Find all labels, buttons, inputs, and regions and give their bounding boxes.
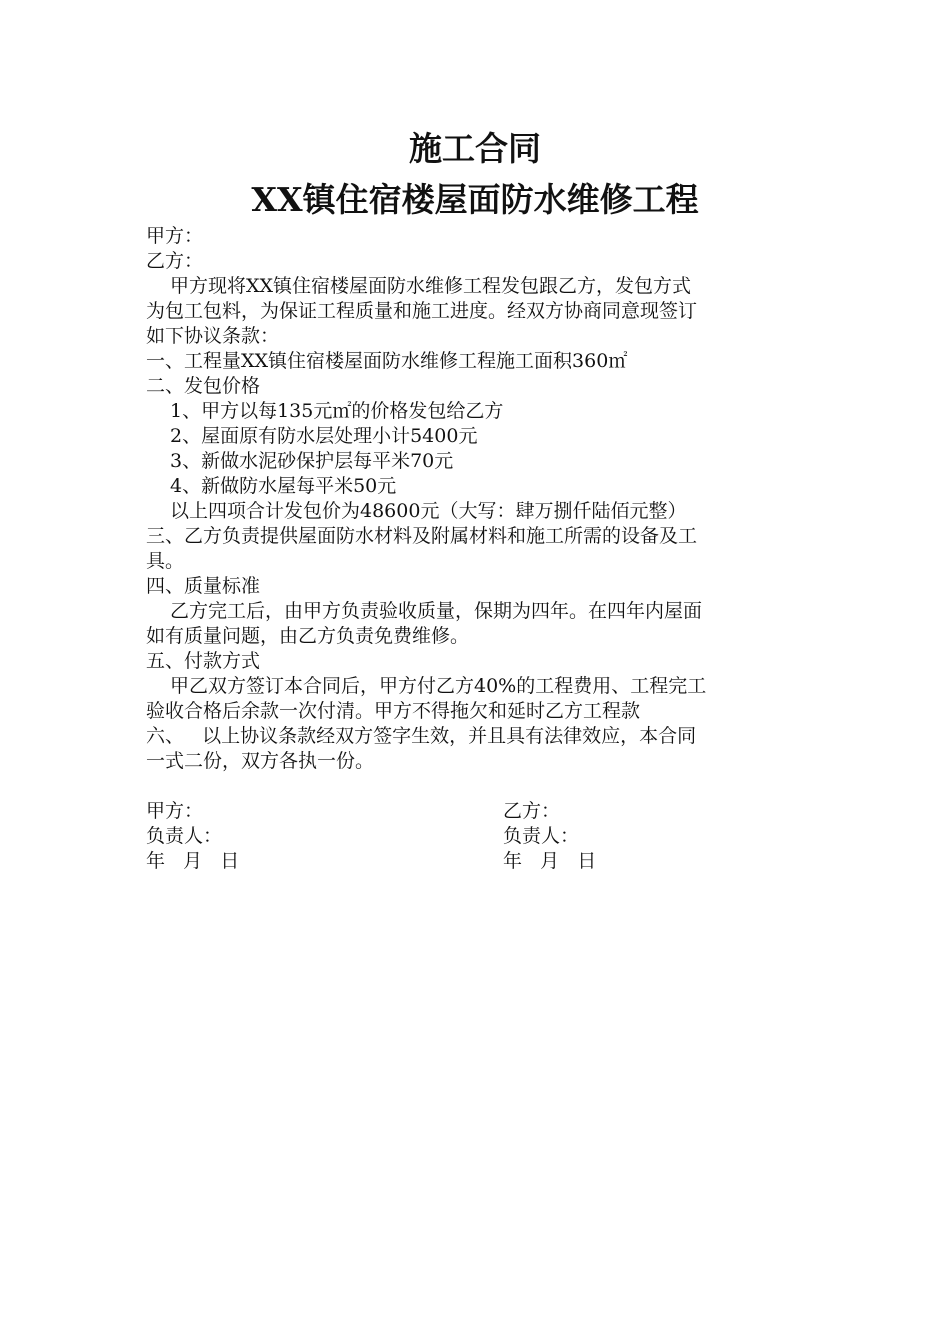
signature-row-date <box>146 849 808 874</box>
party-a-line: 甲方： <box>146 225 204 247</box>
price-item: 2、屋面原有防水层处理小计5400元 <box>170 425 478 447</box>
signature-person-a: 负责人： <box>146 825 223 847</box>
document-subtitle: XX镇住宿楼屋面防水维修工程 <box>251 180 699 219</box>
signature-row-party <box>146 799 808 824</box>
party-b-line: 乙方： <box>146 250 204 272</box>
signature-date-b: 年 月 日 <box>503 850 597 872</box>
clause-3-line-1: 三、乙方负责提供屋面防水材料及附属材料和施工所需的设备及工 <box>146 525 698 547</box>
price-item: 3、新做水泥砂保护层每平米70元 <box>170 450 454 472</box>
clause-6-line-1: 六、 以上协议条款经双方签字生效，并且具有法律效应，本合同 <box>146 725 697 747</box>
price-item: 1、甲方以每135元㎡的价格发包给乙方 <box>170 400 504 422</box>
document-title: 施工合同 <box>409 129 541 168</box>
intro-line-3: 如下协议条款： <box>146 325 280 347</box>
clause-2-heading: 二、发包价格 <box>146 375 261 397</box>
payment-line-2: 验收合格后余款一次付清。甲方不得拖欠和延时乙方工程款 <box>146 700 641 722</box>
intro-line-2: 为包工包料，为保证工程质量和施工进度。经双方协商同意现签订 <box>146 300 698 322</box>
clause-1: 一、工程量XX镇住宿楼屋面防水维修工程施工面积360㎡ <box>146 350 628 372</box>
intro-line-1: 甲方现将XX镇住宿楼屋面防水维修工程发包跟乙方，发包方式 <box>170 275 692 297</box>
quality-line-1: 乙方完工后，由甲方负责验收质量，保期为四年。在四年内屋面 <box>170 600 703 622</box>
signature-row-person <box>146 824 808 849</box>
signature-party-b: 乙方： <box>503 800 561 822</box>
signature-date-a: 年 月 日 <box>146 850 240 872</box>
spacer <box>146 774 808 799</box>
signature-party-a: 甲方： <box>146 800 204 822</box>
clause-3-line-2: 具。 <box>146 550 185 572</box>
price-total: 以上四项合计发包价为48600元（大写：肆万捌仟陆佰元整） <box>170 500 687 522</box>
clause-4-heading: 四、质量标准 <box>146 575 261 597</box>
payment-line-1: 甲乙双方签订本合同后，甲方付乙方40%的工程费用、工程完工 <box>170 675 707 697</box>
contract-body <box>146 224 808 874</box>
clause-5-heading: 五、付款方式 <box>146 650 261 672</box>
quality-line-2: 如有质量问题，由乙方负责免费维修。 <box>146 625 470 647</box>
price-item: 4、新做防水屋每平米50元 <box>170 475 397 497</box>
signature-person-b: 负责人： <box>503 825 580 847</box>
clause-6-line-2: 一式二份，双方各执一份。 <box>146 750 375 772</box>
